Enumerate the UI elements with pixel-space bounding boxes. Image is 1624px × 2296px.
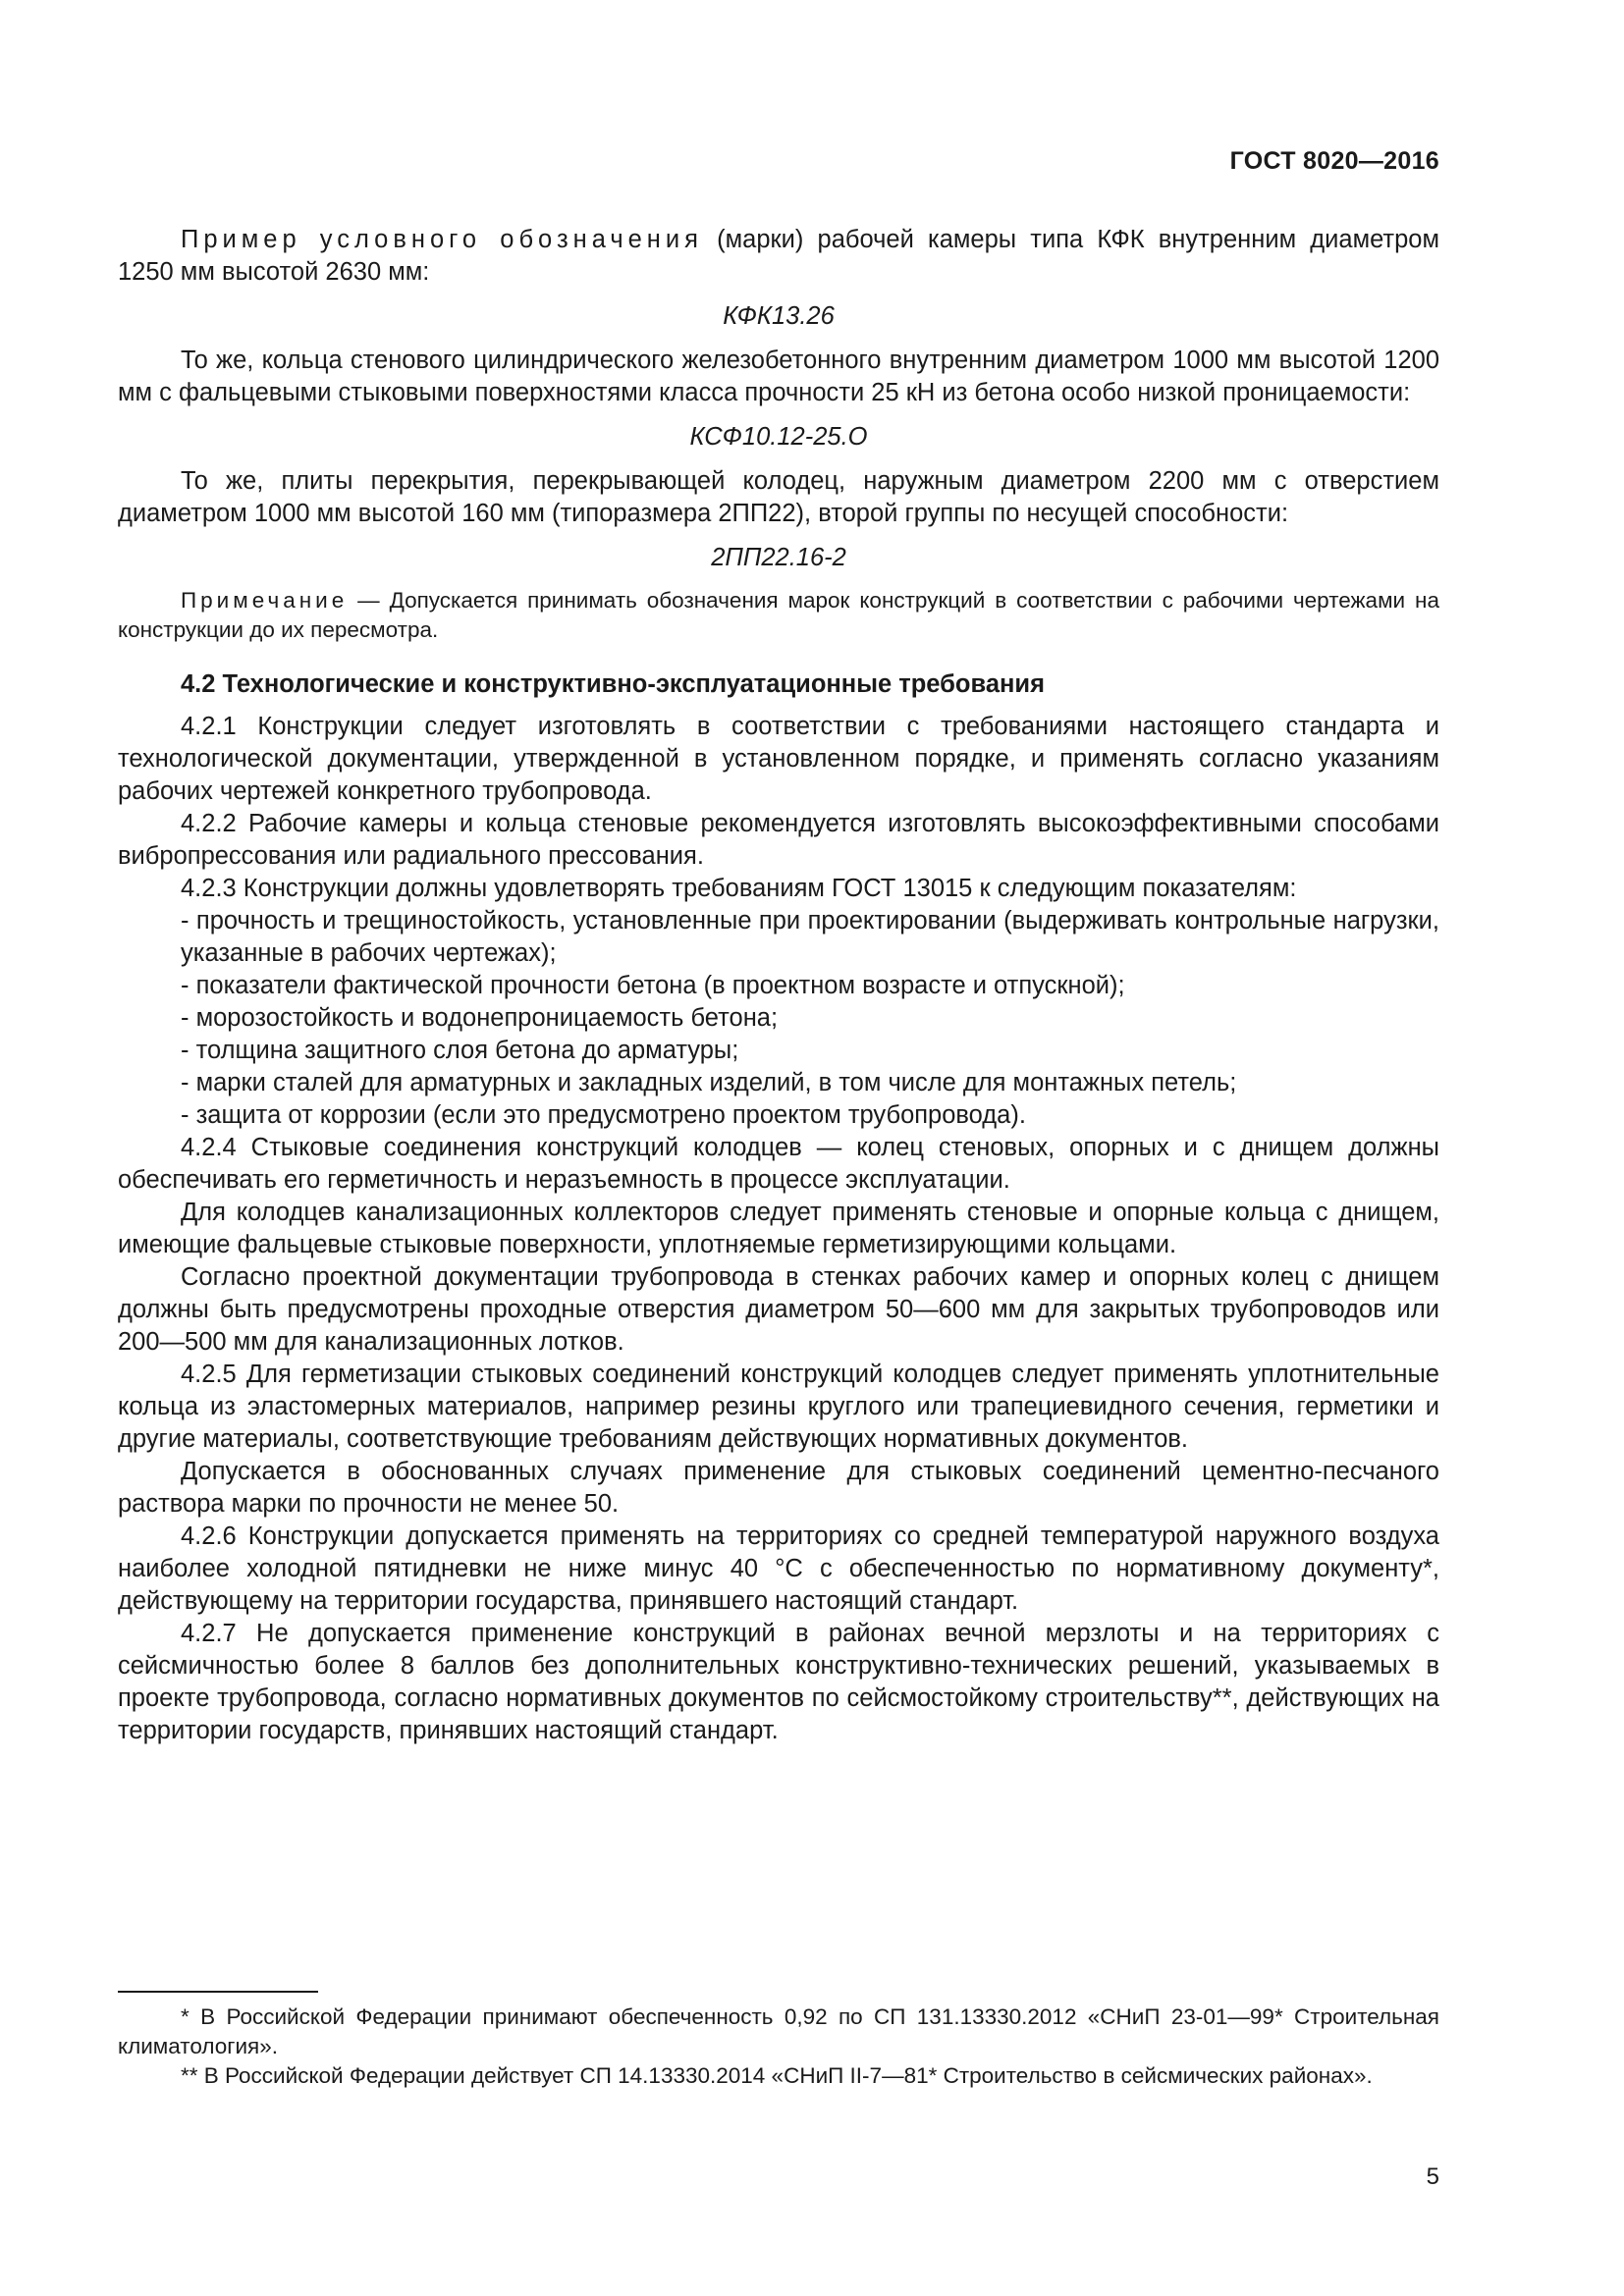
clause-4-2-3: 4.2.3 Конструкции должны удовлетворять требованиям ГОСТ 13015 к следующим показателям:: [181, 875, 1297, 902]
document-page: [118, 0, 1439, 2296]
list-item: - морозостойкость и водонепроницаемость бетона;: [181, 1004, 779, 1032]
note-label: Примечание: [181, 588, 349, 613]
paragraph-ring: То же, кольца стенового цилиндрического железобетонного внутренним диаметром 1000 мм высотой 1200 мм с фальцевыми стыковыми поверхностями класса прочности 25 кН из бетона особо низкой проницаемости:: [118, 347, 1439, 406]
clause-4-2-2: 4.2.2 Рабочие камеры и кольца стеновые рекомендуется изготовлять высокоэффективными способами вибропрессования или радиального прессования.: [118, 810, 1439, 870]
clause-4-2-4-sewer: Для колодцев канализационных коллекторов следует применять стеновые и опорные кольца с днищем, имеющие фальцевые стыковые поверхности, уплотняемые герметизирующими кольцами.: [118, 1199, 1439, 1258]
clause-4-2-6: 4.2.6 Конструкции допускается применять на территориях со средней температурой наружного воздуха наиболее холодной пятидневки не ниже минус 40 °С с обеспеченностью по нормативному документу*, действующему на территории государства, принявшего настоящий стандарт.: [118, 1522, 1439, 1615]
clause-4-2-5-mortar: Допускается в обоснованных случаях применение для стыковых соединений цементно-песчаного раствора марки по прочности не менее 50.: [118, 1458, 1439, 1518]
note-text: — Допускается принимать обозначения марок конструкций в соответствии с рабочими чертежами на конструкции до их пересмотра.: [118, 588, 1439, 642]
clause-4-2-7: 4.2.7 Не допускается применение конструкций в районах вечной мерзлоты и на территориях с сейсмичностью более 8 баллов без дополнительных конструктивно-технических решений, указываемых в проекте трубопровода, согласно нормативных документов по сейсмостойкому строительству**, действующих на территории государств, принявших настоящий стандарт.: [118, 1620, 1439, 1744]
note-paragraph: [118, 586, 1439, 645]
footnote-2: ** В Российской Федерации действует СП 14.13330.2014 «СНиП II-7—81* Строительство в сейсмических районах».: [181, 2063, 1373, 2088]
clause-4-2-4-openings: Согласно проектной документации трубопровода в стенках рабочих камер и опорных колец с днищем должны быть предусмотрены проходные отверстия диаметром 50—600 мм для закрытых трубопроводов или 200—500 мм для канализационных лотков.: [118, 1263, 1439, 1356]
document-header: ГОСТ 8020—2016: [1229, 147, 1439, 175]
list-item: - марки сталей для арматурных и закладных изделий, в том числе для монтажных петель;: [181, 1069, 1237, 1096]
list-item: - защита от коррозии (если это предусмотрено проектом трубопровода).: [181, 1101, 1026, 1129]
clause-4-2-5: 4.2.5 Для герметизации стыковых соединений конструкций колодцев следует применять уплотнительные кольца из эластомерных материалов, например резины круглого или трапециевидного сечения, герметики и другие материалы, соответствующие требованиям действующих нормативных документов.: [118, 1361, 1439, 1453]
list-item: - показатели фактической прочности бетона (в проектном возрасте и отпускной);: [181, 972, 1125, 999]
page-number: 5: [1426, 2163, 1439, 2190]
example-paragraph: [118, 224, 1439, 289]
clause-4-2-4: 4.2.4 Стыковые соединения конструкций колодцев — колец стеновых, опорных и с днищем должны обеспечивать его герметичность и неразъемность в процессе эксплуатации.: [118, 1134, 1439, 1194]
footnote-divider: [118, 1991, 318, 1993]
footnote-1: * В Российской Федерации принимают обеспеченность 0,92 по СП 131.13330.2012 «СНиП 23-01—99* Строительная климатология».: [118, 2004, 1439, 2058]
designation-mark-3: 2ПП22.16-2: [711, 544, 846, 571]
designation-mark-2: КСФ10.12-25.О: [689, 423, 868, 451]
example-text: (марки) рабочей камеры типа КФК внутренним диаметром 1250 мм высотой 2630 мм:: [118, 226, 1440, 286]
list-item: - прочность и трещиностойкость, установленные при проектировании (выдерживать контрольные нагрузки, указанные в рабочих чертежах);: [181, 907, 1439, 967]
list-item: - толщина защитного слоя бетона до арматуры;: [181, 1037, 739, 1064]
designation-mark-1: КФК13.26: [723, 302, 835, 330]
clause-4-2-1: 4.2.1 Конструкции следует изготовлять в соответствии с требованиями настоящего стандарта и технологической документации, утвержденной в установленном порядке, и применять согласно указаниям рабочих чертежей конкретного трубопровода.: [118, 713, 1439, 805]
section-heading: 4.2 Технологические и конструктивно-эксплуатационные требования: [181, 670, 1045, 698]
paragraph-slab: То же, плиты перекрытия, перекрывающей колодец, наружным диаметром 2200 мм с отверстием диаметром 1000 мм высотой 160 мм (типоразмера 2ПП22), второй группы по несущей способности:: [118, 467, 1439, 527]
main-text: [118, 224, 1439, 1747]
footnotes: [118, 2002, 1439, 2091]
example-label: Пример условного обозначения: [181, 226, 703, 253]
